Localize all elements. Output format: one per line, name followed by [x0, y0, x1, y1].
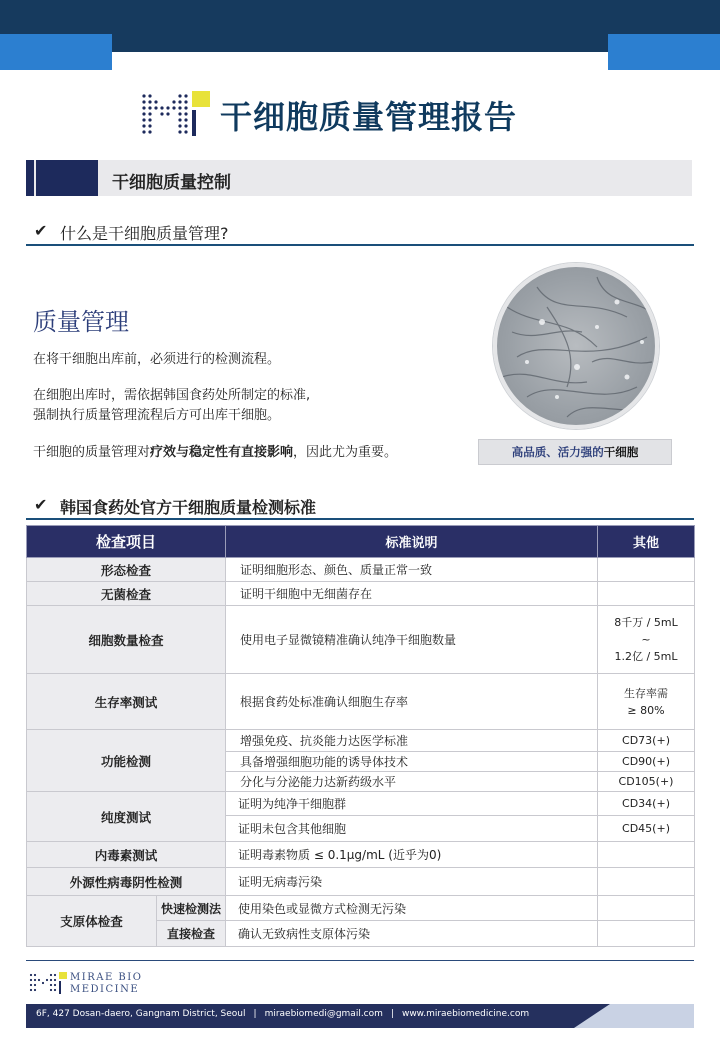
row-description: 确认无致病性支原体污染 — [226, 921, 598, 947]
banner-navy-strip — [0, 0, 720, 34]
company-logo-icon — [140, 88, 212, 140]
footer-brand-line-2: MEDICINE — [70, 984, 140, 995]
row-item: 形态检查 — [27, 558, 226, 582]
row-description: 证明为纯净干细胞群 — [226, 792, 598, 816]
row-description: 证明毒素物质 ≤ 0.1μg/mL (近乎为0) — [226, 842, 598, 868]
row-other — [598, 582, 695, 606]
footer-contact-bar — [26, 1004, 694, 1028]
row-other: CD45(+) — [598, 816, 695, 842]
row-item: 生存率测试 — [27, 674, 226, 730]
standards-table — [26, 525, 695, 947]
footer-separator: | — [390, 1009, 394, 1019]
row-subitem: 直接检查 — [157, 921, 226, 947]
row-description: 使用电子显微镜精准确认纯净干细胞数量 — [226, 606, 598, 674]
row-other — [598, 921, 695, 947]
footer-contact-text — [36, 1009, 529, 1019]
row-subitem: 快速检测法 — [157, 896, 226, 921]
row-other: CD105(+) — [598, 772, 695, 792]
table-header-description: 标准说明 — [226, 526, 598, 558]
table-row — [27, 582, 695, 606]
quality-paragraph-2-line-2: 强制执行质量管理流程后方可出库干细胞。 — [33, 408, 281, 423]
row-other — [598, 842, 695, 868]
banner-navy-tab — [112, 34, 608, 52]
row-other — [598, 606, 695, 674]
subheading-text: 什么是干细胞质量管理? — [60, 224, 229, 243]
row-description: 证明细胞形态、颜色、质量正常一致 — [226, 558, 598, 582]
caption-pre: 高品质、活力强的 — [511, 445, 604, 459]
quality-paragraph-3-pre: 干细胞的质量管理对 — [33, 445, 151, 460]
row-item: 无菌检查 — [27, 582, 226, 606]
caption-post: 干细胞 — [603, 445, 639, 459]
footer-logo-icon — [28, 970, 68, 996]
row-description: 使用染色或显微方式检测无污染 — [226, 896, 598, 921]
quality-paragraph-2-line-1: 在细胞出库时，需依据韩国食药处所制定的标准, — [33, 388, 311, 403]
quality-paragraph-1: 在将干细胞出库前，必须进行的检测流程。 — [33, 352, 281, 367]
row-description: 证明未包含其他细胞 — [226, 816, 598, 842]
row-item: 功能检测 — [27, 730, 226, 792]
row-description: 分化与分泌能力达新药级水平 — [226, 772, 598, 792]
banner-blue-right — [608, 34, 720, 70]
row-other-line: 8千万 / 5mL — [614, 616, 678, 629]
row-description: 具备增强细胞功能的诱导体技术 — [226, 752, 598, 772]
row-other-line: ≥ 80% — [627, 703, 665, 717]
row-description: 增强免疫、抗炎能力达医学标准 — [226, 730, 598, 752]
check-icon: ✔ — [34, 495, 48, 514]
row-other — [598, 868, 695, 896]
footer-website[interactable]: www.miraebiomedicine.com — [401, 1009, 530, 1019]
table-row — [27, 868, 695, 896]
check-icon: ✔ — [34, 221, 48, 240]
section-accent-bar — [26, 160, 34, 196]
table-row — [27, 896, 695, 921]
banner-blue-left — [0, 34, 112, 70]
quality-paragraph-3 — [33, 443, 397, 463]
row-item: 纯度测试 — [27, 792, 226, 842]
table-row — [27, 842, 695, 868]
subheading-text: 韩国食药处官方干细胞质量检测标准 — [60, 498, 317, 517]
table-row — [27, 730, 695, 752]
row-other: CD34(+) — [598, 792, 695, 816]
table-row — [27, 558, 695, 582]
image-caption — [478, 439, 672, 465]
row-description: 根据食药处标准确认细胞生存率 — [226, 674, 598, 730]
table-row — [27, 674, 695, 730]
footer-brand — [70, 972, 142, 996]
row-other: CD90(+) — [598, 752, 695, 772]
row-other-line: ~ — [641, 633, 651, 646]
table-header-row — [27, 526, 695, 558]
quality-paragraph-2 — [33, 386, 310, 426]
page-title: 干细胞质量管理报告 — [220, 98, 518, 136]
footer-accent — [574, 1004, 694, 1028]
footer-brand-line-1: MIRAE BIO — [70, 972, 143, 983]
row-description: 证明干细胞中无细菌存在 — [226, 582, 598, 606]
section-header — [26, 160, 692, 196]
table-row — [27, 792, 695, 816]
subheading-mfds-standard — [26, 494, 694, 520]
table-row — [27, 606, 695, 674]
row-other: CD73(+) — [598, 730, 695, 752]
row-item: 支原体检查 — [27, 896, 157, 947]
row-item: 外源性病毒阴性检测 — [27, 868, 226, 896]
footer-address: 6F, 427 Dosan-daero, Gangnam District, Seoul — [36, 1009, 246, 1019]
section-accent-block — [36, 160, 98, 196]
section-title: 干细胞质量控制 — [112, 173, 231, 193]
row-other-line: 1.2亿 / 5mL — [614, 650, 678, 663]
footer-email[interactable]: miraebiomedi@gmail.com — [264, 1009, 383, 1019]
quality-paragraph-3-bold: 疗效与稳定性有直接影响 — [150, 445, 294, 460]
table-header-other: 其他 — [598, 526, 695, 558]
stem-cell-image — [493, 263, 659, 429]
footer-divider — [26, 960, 694, 961]
table-header-item: 检查项目 — [27, 526, 226, 558]
row-item: 内毒素测试 — [27, 842, 226, 868]
top-banner — [0, 0, 720, 70]
row-item: 细胞数量检查 — [27, 606, 226, 674]
subheading-what-is — [26, 220, 694, 246]
row-other — [598, 558, 695, 582]
row-other-line: 生存率需 — [624, 686, 669, 700]
quality-title: 质量管理 — [33, 308, 129, 336]
row-description: 证明无病毒污染 — [226, 868, 598, 896]
row-other — [598, 896, 695, 921]
footer-separator: | — [253, 1009, 257, 1019]
row-other — [598, 674, 695, 730]
stem-cell-texture — [497, 267, 659, 429]
quality-paragraph-3-post: ，因此尤为重要。 — [293, 445, 398, 460]
